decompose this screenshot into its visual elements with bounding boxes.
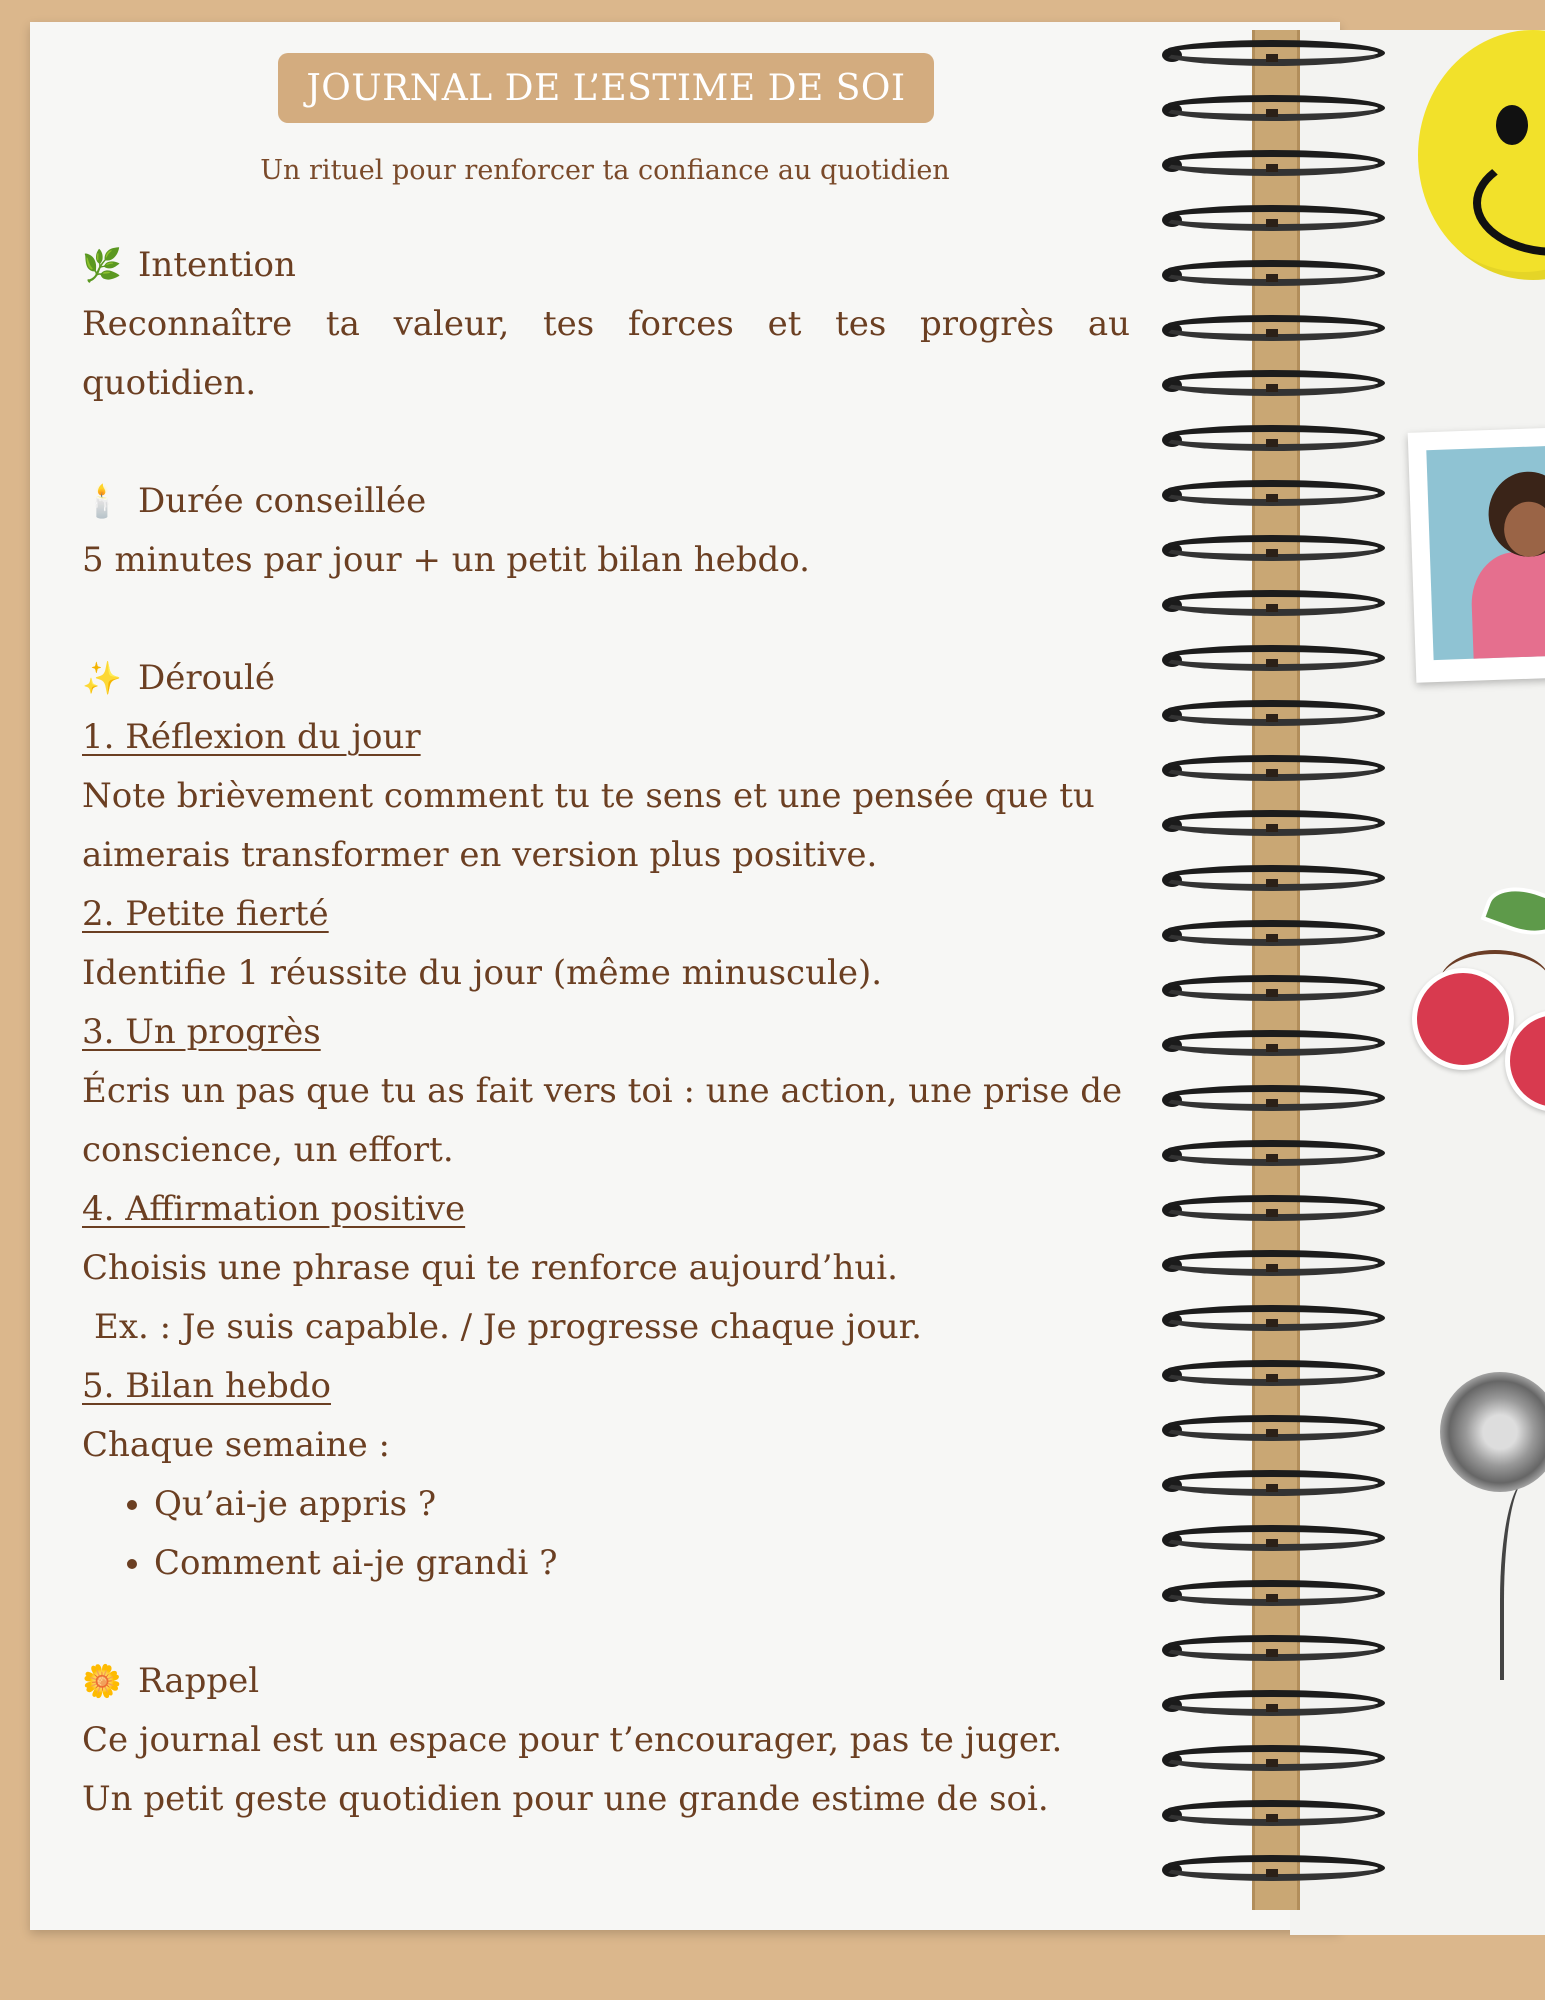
spiral-ring <box>1160 1030 1385 1056</box>
notebook-gutter <box>1252 30 1300 1910</box>
spiral-ring <box>1160 1525 1385 1551</box>
candle-icon: 🕯️ <box>82 482 122 520</box>
sparkles-icon: ✨ <box>82 659 122 697</box>
step-title: 2. Petite fierté <box>82 894 329 934</box>
spiral-ring <box>1160 535 1385 561</box>
gutter-mark <box>1266 1594 1278 1602</box>
step-text: Ex. : Je suis capable. / Je progresse chaque jour. <box>94 1307 922 1347</box>
spiral-ring <box>1160 1580 1385 1606</box>
gutter-mark <box>1266 714 1278 722</box>
gutter-mark <box>1266 439 1278 447</box>
gutter-mark <box>1266 824 1278 832</box>
intention-text: Reconnaître ta valeur, tes forces et tes progrès au quotidien. <box>82 304 1130 403</box>
process-title: Déroulé <box>138 658 275 698</box>
spiral-ring <box>1160 1360 1385 1386</box>
spiral-ring <box>1160 95 1385 121</box>
step-text: Note brièvement comment tu te sens et une pensée que tu aimerais transformer en version plus positive. <box>82 776 1095 875</box>
step-text: Chaque semaine : <box>82 1425 391 1465</box>
herb-icon: 🌿 <box>82 246 122 284</box>
spiral-ring <box>1160 315 1385 341</box>
spiral-ring <box>1160 1140 1385 1166</box>
step-title: 1. Réflexion du jour <box>82 717 421 757</box>
gutter-mark <box>1266 549 1278 557</box>
spiral-ring <box>1160 150 1385 176</box>
gutter-mark <box>1266 219 1278 227</box>
spiral-ring <box>1160 1745 1385 1771</box>
reminder-text: Ce journal est un espace pour t’encourager, pas te juger. <box>82 1720 1063 1760</box>
spiral-ring <box>1160 645 1385 671</box>
gutter-mark <box>1266 1759 1278 1767</box>
spiral-ring <box>1160 1470 1385 1496</box>
spiral-ring <box>1160 1250 1385 1276</box>
gutter-mark <box>1266 274 1278 282</box>
gutter-mark <box>1266 879 1278 887</box>
step-text: Écris un pas que tu as fait vers toi : une action, une prise de conscience, un effort. <box>82 1071 1123 1170</box>
spiral-ring <box>1160 1800 1385 1826</box>
duration-title: Durée conseillée <box>138 481 427 521</box>
spiral-ring <box>1160 590 1385 616</box>
spiral-ring <box>1160 810 1385 836</box>
spiral-ring <box>1160 755 1385 781</box>
gutter-mark <box>1266 1539 1278 1547</box>
page-subtitle: Un rituel pour renforcer ta confiance au quotidien <box>260 155 950 186</box>
step-text: Choisis une phrase qui te renforce aujourd’hui. <box>82 1248 898 1288</box>
gutter-mark <box>1266 1264 1278 1272</box>
gutter-mark <box>1266 1704 1278 1712</box>
cherry-sticker-icon <box>1412 968 1514 1070</box>
spiral-ring <box>1160 1415 1385 1441</box>
spiral-ring <box>1160 1690 1385 1716</box>
spiral-ring <box>1160 1855 1385 1881</box>
spiral-ring <box>1160 865 1385 891</box>
daisy-icon: 🌼 <box>82 1662 122 1700</box>
spiral-ring <box>1160 425 1385 451</box>
gutter-mark <box>1266 1869 1278 1877</box>
reminder-text: Un petit geste quotidien pour une grande estime de soi. <box>82 1779 1049 1819</box>
duration-text: 5 minutes par jour + un petit bilan hebdo. <box>82 540 810 580</box>
spiral-ring <box>1160 205 1385 231</box>
gutter-mark <box>1266 1814 1278 1822</box>
reminder-title: Rappel <box>138 1661 260 1701</box>
section-heading-process <box>82 649 1130 708</box>
spiral-ring <box>1160 370 1385 396</box>
gutter-mark <box>1266 1209 1278 1217</box>
spiral-ring <box>1160 920 1385 946</box>
bullet-list <box>82 1475 1130 1593</box>
gutter-mark <box>1266 1429 1278 1437</box>
gutter-mark <box>1266 494 1278 502</box>
gutter-mark <box>1266 384 1278 392</box>
step-text: Identifie 1 réussite du jour (même minuscule). <box>82 953 883 993</box>
spiral-ring <box>1160 480 1385 506</box>
spiral-ring <box>1160 1195 1385 1221</box>
intention-title: Intention <box>138 245 296 285</box>
section-heading-reminder <box>82 1652 1130 1711</box>
gutter-mark <box>1266 54 1278 62</box>
step-title: 4. Affirmation positive <box>82 1189 466 1229</box>
gutter-mark <box>1266 1649 1278 1657</box>
step-title: 3. Un progrès <box>82 1012 321 1052</box>
gutter-mark <box>1266 164 1278 172</box>
spiral-ring <box>1160 1085 1385 1111</box>
gutter-mark <box>1266 1484 1278 1492</box>
spiral-ring <box>1160 260 1385 286</box>
spiral-ring <box>1160 1305 1385 1331</box>
gutter-mark <box>1266 769 1278 777</box>
page-title: JOURNAL DE L’ESTIME DE SOI <box>278 53 934 123</box>
gutter-mark <box>1266 604 1278 612</box>
journal-content <box>82 236 1130 1829</box>
list-item: • Qu’ai-je appris ? <box>154 1475 1130 1534</box>
gutter-mark <box>1266 109 1278 117</box>
gutter-mark <box>1266 1154 1278 1162</box>
spiral-ring <box>1160 40 1385 66</box>
gutter-mark <box>1266 1319 1278 1327</box>
gutter-mark <box>1266 1044 1278 1052</box>
section-heading-duration <box>82 472 1130 531</box>
step-title: 5. Bilan hebdo <box>82 1366 331 1406</box>
gutter-mark <box>1266 659 1278 667</box>
gutter-mark <box>1266 934 1278 942</box>
spiral-ring <box>1160 700 1385 726</box>
section-heading-intention <box>82 236 1130 295</box>
polaroid-photo <box>1408 427 1545 682</box>
spiral-ring <box>1160 1635 1385 1661</box>
list-item: • Comment ai-je grandi ? <box>154 1534 1130 1593</box>
gutter-mark <box>1266 1374 1278 1382</box>
gutter-mark <box>1266 329 1278 337</box>
gutter-mark <box>1266 989 1278 997</box>
gutter-mark <box>1266 1099 1278 1107</box>
spiral-ring <box>1160 975 1385 1001</box>
